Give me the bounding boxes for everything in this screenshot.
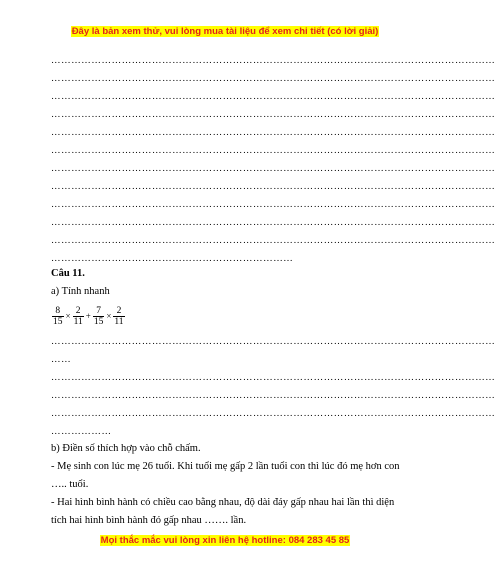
answer-line: …………………………………………………………………………………………………………………… (51, 182, 495, 192)
answer-line: …………………………………………………………………………………………………………………… (51, 74, 495, 84)
answer-line: …………………………………………………………………………………………………………………… (51, 200, 495, 210)
question-title: Câu 11. (51, 268, 85, 279)
plus-sign: + (85, 311, 91, 321)
answer-line: …………………………………………………………………………………………………………………… (51, 373, 495, 383)
problem-line: ….. tuổi. (51, 479, 89, 490)
hotline-text: Mọi thắc mắc vui lòng xin liên hệ hotline: 084 283 45 85 (100, 535, 350, 546)
part-b-label: b) Điền số thích hợp vào chỗ chấm. (51, 443, 201, 454)
problem-line: tích hai hình bình hành đó gấp nhau ……. lần. (51, 515, 247, 526)
preview-notice-text: Đây là bản xem thử, vui lòng mua tài liệu để xem chi tiết (có lời giải) (71, 26, 379, 37)
answer-line: …………………………………………………………………………………………………………………… (51, 409, 495, 419)
math-expression (51, 302, 126, 330)
fraction: $\frac{2}{11}$ (114, 305, 124, 327)
answer-line: …………………………………………………………………………………………………………………… (51, 92, 495, 102)
problem-line: - Hai hình bình hành có chiều cao bằng nhau, độ dài đáy gấp nhau hai lần thì diện (51, 497, 395, 508)
answer-line: …………………………………………………………………………………………………………………… (51, 218, 495, 228)
answer-line-tiny: …… (51, 355, 72, 365)
answer-line-tiny: ……………… (51, 427, 112, 437)
times-sign: × (106, 311, 112, 321)
answer-line: …………………………………………………………………………………………………………………… (51, 164, 495, 174)
answer-line: …………………………………………………………………………………………………………………… (51, 391, 495, 401)
answer-line: …………………………………………………………………………………………………………………… (51, 236, 495, 246)
hotline-banner (0, 535, 450, 546)
times-sign: × (65, 311, 71, 321)
answer-line: …………………………………………………………………………………………………………………… (51, 110, 495, 120)
fraction: $\frac{2}{11}$ (73, 305, 83, 327)
fraction: $\frac{8}{15}$ (53, 305, 63, 327)
part-a-label: a) Tính nhanh (51, 286, 110, 297)
answer-line-short: ……………………………………………………………… (51, 254, 294, 264)
answer-line: …………………………………………………………………………………………………………………… (51, 128, 495, 138)
problem-line: - Mẹ sinh con lúc mẹ 26 tuổi. Khi tuổi mẹ gấp 2 lần tuổi con thì lúc đó mẹ hơn con (51, 461, 400, 472)
answer-line: …………………………………………………………………………………………………………………… (51, 337, 495, 347)
preview-notice-banner (0, 26, 450, 37)
answer-line: …………………………………………………………………………………………………………………… (51, 56, 495, 66)
fraction: $\frac{7}{15}$ (93, 305, 104, 327)
answer-line: …………………………………………………………………………………………………………………… (51, 146, 495, 156)
